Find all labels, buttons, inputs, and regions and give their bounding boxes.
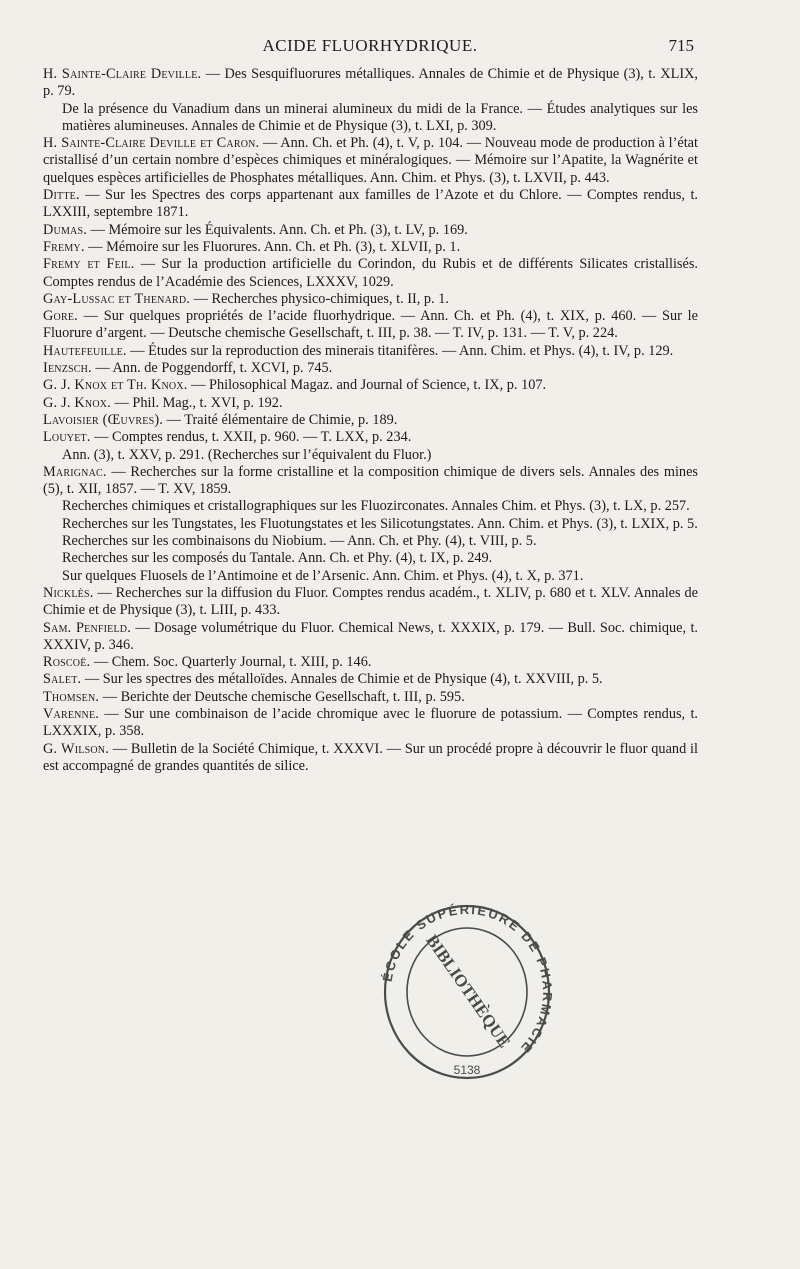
entry-sub-reference: De la présence du Vanadium dans un minerai alumineux du midi de la France. — Études analytiques sur les matières alumineuses. Annales de Chimie et de Physique (3), t. LXI, p. 309. [62, 100, 698, 134]
entry-sub-reference: Recherches sur les Tungstates, les Fluotungstates et les Silicotungstates. Ann. Chim. et Phys. (3), t. LXIX, p. 5. [62, 515, 698, 532]
entry-author: Lavoisier (Œuvres). [43, 411, 164, 428]
bibliography-entry [0, 256, 698, 291]
entry-author: Fremy. [43, 238, 85, 255]
bibliography-entry [0, 412, 698, 429]
entry-first-line [43, 291, 698, 308]
entry-sub-reference: Recherches chimiques et cristallographiques sur les Fluozirconates. Annales Chim. et Phys. (3), t. LX, p. 257. [62, 498, 690, 515]
entry-reference: — Ann. Ch. et Ph. (4), t. V, p. 104. — Nouveau mode de production à l’état cristallisé d’un certain nombre d’espèces chimiques et minéralogiques. — Mémoire sur l’Apatite, la Wagnérite et quelques espèces artificielles de Phosphates métalliques. Ann. Chim. et Phys. (3), t. LXVII, p. 443. [43, 135, 698, 186]
bibliography-entry [0, 308, 698, 343]
page-title: ACIDE FLUORHYDRIQUE. [262, 36, 478, 55]
running-head [0, 36, 800, 60]
entry-author: G. J. Knox et Th. Knox. [43, 377, 188, 394]
entry-reference: — Sur les spectres des métalloïdes. Annales de Chimie et de Physique (4), t. XXVIII, p. 5. [81, 671, 603, 688]
entry-sub-reference: Sur quelques Fluosels de l’Antimoine et de l’Arsenic. Ann. Chim. et Phys. (4), t. X, p. 371. [62, 567, 584, 584]
entry-first-line [43, 377, 698, 394]
entry-author: Nicklès. [43, 584, 94, 601]
entry-reference: — Sur une combinaison de l’acide chromique avec le fluorure de potassium. — Comptes rendus, t. LXXXIX, p. 358. [43, 705, 698, 740]
bibliography-entry [0, 620, 698, 655]
stamp-inner-text: BIBLIOTHÈQUE [422, 931, 515, 1052]
entry-author: Roscoë. [43, 654, 91, 671]
entry-sub-reference: Recherches sur les composés du Tantale. Ann. Ch. et Phy. (4), t. IX, p. 249. [62, 550, 493, 567]
entry-author: Sam. Penfield. [43, 619, 131, 636]
entry-first-line [43, 671, 698, 688]
entry-first-line [43, 187, 698, 222]
entry-author: H. Sainte-Claire Deville et Caron. [43, 135, 260, 152]
entry-reference: — Phil. Mag., t. XVI, p. 192. [110, 394, 283, 411]
page-number: 715 [668, 36, 694, 55]
entry-author: Fremy et Feil. [43, 256, 135, 273]
entry-first-line [43, 239, 698, 256]
entry-author: Ditte. [43, 187, 80, 204]
entry-author: H. Sainte-Claire Deville. [43, 66, 202, 82]
entry-first-line [43, 620, 698, 655]
entry-first-line [43, 343, 698, 360]
entry-reference: — Sur la production artificielle du Corindon, du Rubis et de différents Silicates cristallisés. Comptes rendus de l’Académie des Sciences, LXXXV, 1029. [43, 256, 698, 290]
bibliography-entry [0, 291, 698, 308]
entry-reference: — Philosophical Magaz. and Journal of Science, t. IX, p. 107. [187, 377, 547, 394]
entry-reference: — Chem. Soc. Quarterly Journal, t. XIII, p. 146. [90, 654, 372, 671]
entry-first-line [43, 585, 698, 620]
entry-first-line [43, 412, 698, 429]
entry-reference: — Berichte der Deutsche chemische Gesellschaft, t. III, p. 595. [99, 688, 465, 705]
bibliography-entry [0, 741, 698, 776]
entry-author: Louyet. [43, 429, 91, 446]
entry-reference: — Mémoire sur les Fluorures. Ann. Ch. et Ph. (3), t. XLVII, p. 1. [84, 238, 461, 255]
bibliography-entry [0, 135, 698, 187]
entry-reference: — Recherches sur la diffusion du Fluor. Comptes rendus académ., t. XLIV, p. 680 et t. XLV. Annales de Chimie et de Physique (3), t. LIII, p. 433. [43, 584, 698, 619]
entry-reference: — Mémoire sur les Équivalents. Ann. Ch. et Ph. (3), t. LV, p. 169. [87, 221, 468, 238]
entry-sub-reference: Recherches sur les combinaisons du Niobium. — Ann. Ch. et Phy. (4), t. VIII, p. 5. [62, 533, 537, 550]
entry-reference: — Sur les Spectres des corps appartenant aux familles de l’Azote et du Chlore. — Comptes rendus, t. LXXIII, septembre 1871. [43, 187, 698, 221]
bibliography-entry [0, 429, 698, 464]
entry-author: Varenne. [43, 705, 100, 722]
entry-first-line [43, 464, 698, 499]
entry-first-line [43, 256, 698, 291]
bibliography-entry [0, 585, 698, 620]
bibliography-entry [0, 654, 698, 671]
entry-sub-reference: Ann. (3), t. XXV, p. 291. (Recherches sur l’équivalent du Fluor.) [62, 446, 432, 463]
entry-first-line [43, 741, 698, 776]
stamp-graphic [378, 898, 556, 1094]
entry-author: Gore. [43, 308, 78, 325]
bibliography-entry [0, 66, 698, 135]
library-stamp [378, 898, 556, 1094]
entry-author: Gay-Lussac et Thenard. [43, 290, 191, 307]
entry-reference: — Études sur la reproduction des minerais titanifères. — Ann. Chim. et Phys. (4), t. IV, p. 129. [126, 342, 674, 359]
entry-author: Marignac. [43, 463, 107, 480]
entry-reference: — Comptes rendus, t. XXII, p. 960. — T. LXX, p. 234. [90, 429, 412, 446]
entry-author: Ienzsch. [43, 360, 92, 377]
entry-first-line [43, 654, 698, 671]
entry-first-line [43, 66, 698, 101]
bibliography-entry [0, 464, 698, 585]
entry-reference: — Dosage volumétrique du Fluor. Chemical News, t. XXXIX, p. 179. — Bull. Soc. chimique, t. XXXIV, p. 346. [43, 619, 699, 653]
entry-reference: — Sur quelques propriétés de l’acide fluorhydrique. — Ann. Ch. et Ph. (4), t. XIX, p. 460. — Sur le Fluorure d’argent. — Deutsche chemische Gesellschaft, t. III, p. 38. — T. IV, p. 131. — T. V, p. 224. [43, 308, 698, 342]
entry-author: Hautefeuille. [43, 342, 127, 359]
entry-first-line [43, 706, 698, 741]
entry-author: Dumas. [43, 221, 87, 238]
bibliography-entry [0, 377, 698, 394]
entry-first-line [43, 222, 698, 239]
bibliography-entry [0, 671, 698, 688]
entry-author: G. J. Knox. [43, 394, 111, 411]
bibliography-entry [0, 187, 698, 222]
bibliography-entry [0, 239, 698, 256]
bibliography-entry [0, 689, 698, 706]
bibliography-entry [0, 222, 698, 239]
bibliography-entry [0, 395, 698, 412]
entry-author: Salet. [43, 671, 82, 688]
entry-first-line [43, 308, 698, 343]
entry-reference: — Traité élémentaire de Chimie, p. 189. [163, 411, 398, 428]
bibliography-entry [0, 706, 698, 741]
entry-first-line [43, 429, 698, 446]
stamp-outer-text: ÉCOLE SUPÉRIEURE DE PHARMACIE [379, 901, 556, 1057]
entry-reference: — Ann. de Poggendorff, t. XCVI, p. 745. [91, 360, 333, 377]
entry-first-line [43, 395, 698, 412]
entry-reference: — Recherches sur la forme cristalline et la composition chimique de divers sels. Annales des mines (5), t. XII, 1857. — T. XV, 1859. [43, 463, 698, 498]
bibliography-entry [0, 343, 698, 360]
entry-author: G. Wilson. [43, 740, 109, 757]
bibliography-list [0, 66, 800, 775]
bibliography-entry [0, 360, 698, 377]
entry-first-line [43, 360, 698, 377]
entry-first-line [43, 689, 698, 706]
entry-first-line [43, 135, 698, 187]
stamp-number: 5138 [453, 1063, 481, 1077]
entry-reference: — Des Sesquifluorures métalliques. Annales de Chimie et de Physique (3), t. XLIX, p. 79. [43, 66, 698, 100]
entry-reference: — Bulletin de la Société Chimique, t. XXXVI. — Sur un procédé propre à découvrir le fluor quand il est accompagné de grandes quantités de silice. [43, 740, 698, 774]
entry-reference: — Recherches physico-chimiques, t. II, p. 1. [190, 290, 449, 307]
entry-author: Thomsen. [43, 688, 100, 705]
